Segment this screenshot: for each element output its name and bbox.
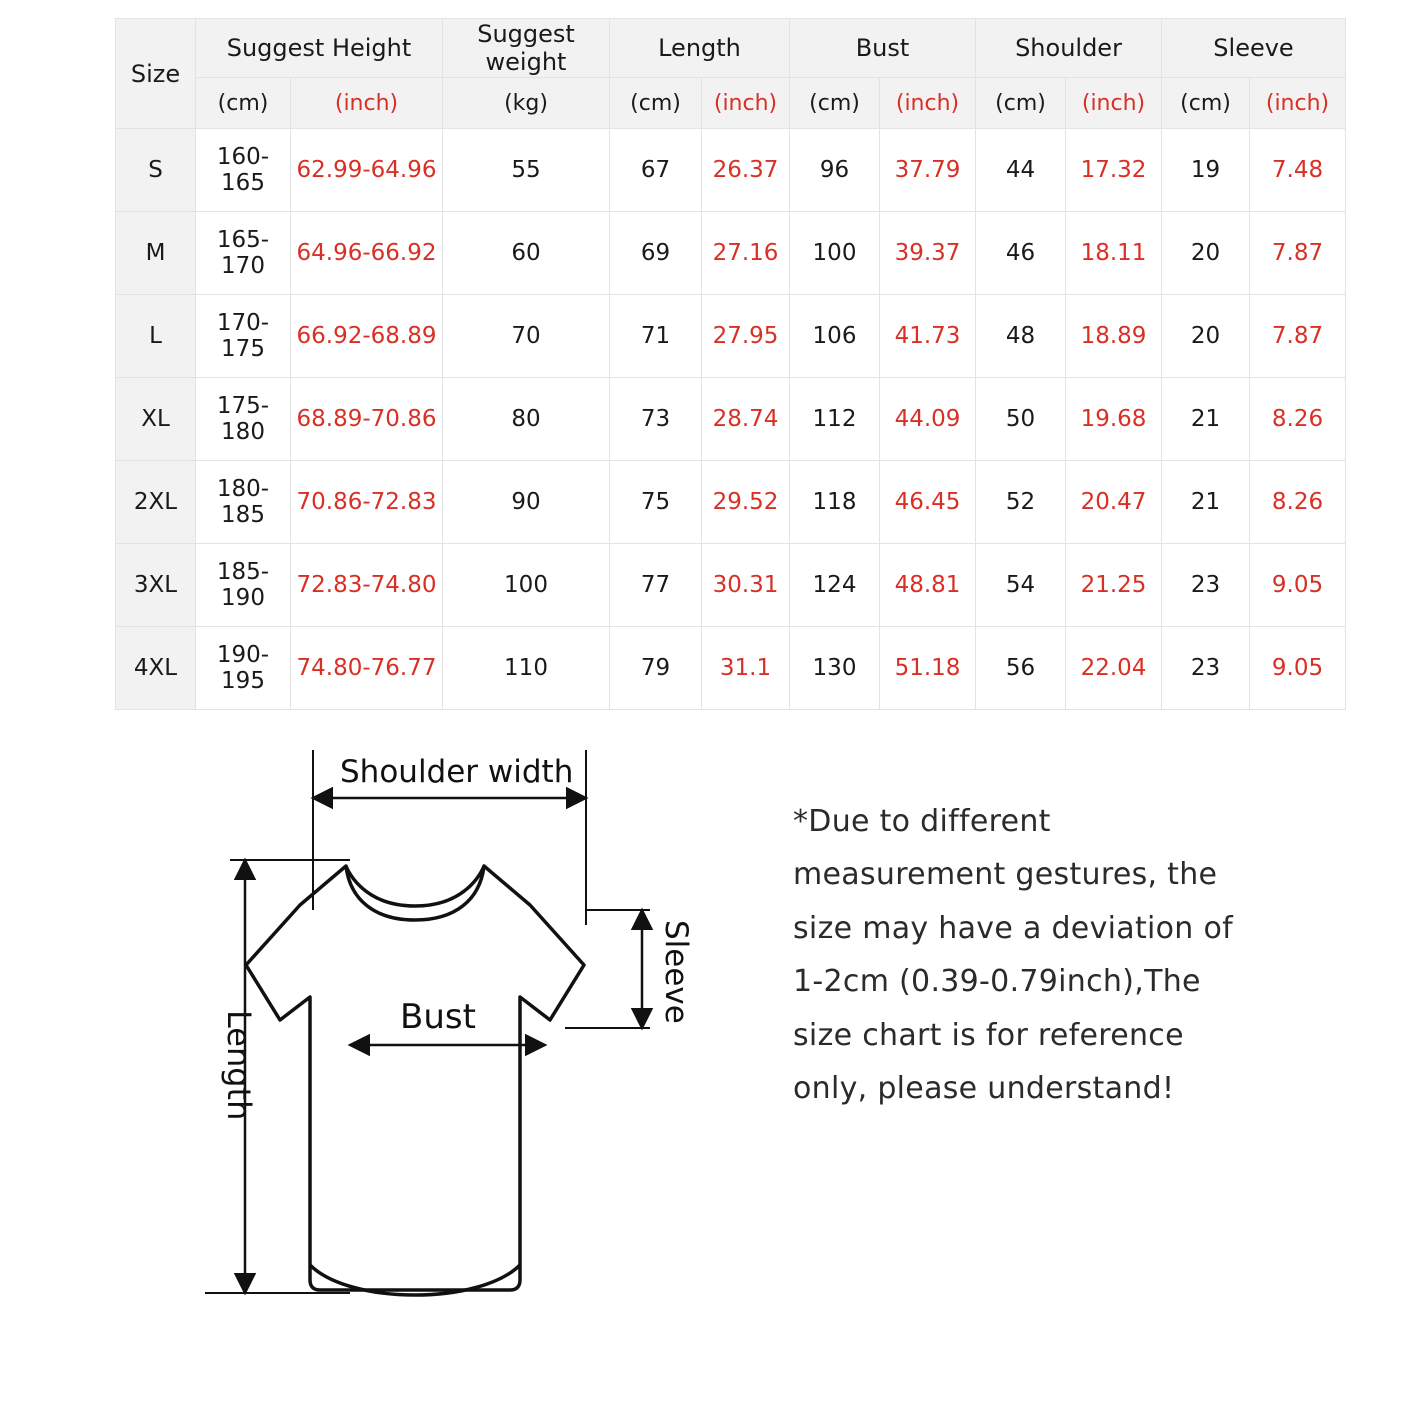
cell-bust-cm: 100 [790,212,880,295]
cell-bust-cm: 112 [790,378,880,461]
cell-sleeve-cm: 21 [1162,378,1250,461]
cell-height-inch: 66.92-68.89 [291,295,443,378]
unit-sleeve-inch: (inch) [1250,78,1346,129]
cell-shoulder-cm: 54 [976,544,1066,627]
shoulder-width-label: Shoulder width [340,754,574,790]
cell-bust-cm: 118 [790,461,880,544]
cell-sleeve-inch: 8.26 [1250,461,1346,544]
tshirt-measurement-diagram [150,720,740,1320]
cell-weight-kg: 110 [443,627,610,710]
table-row [116,378,1346,461]
cell-shoulder-inch: 19.68 [1066,378,1162,461]
cell-length-cm: 75 [610,461,702,544]
cell-height-cm: 160-165 [196,129,291,212]
length-label: Length [220,1010,258,1121]
cell-height-cm: 170-175 [196,295,291,378]
cell-shoulder-cm: 56 [976,627,1066,710]
cell-length-inch: 31.1 [702,627,790,710]
cell-sleeve-inch: 8.26 [1250,378,1346,461]
header-sleeve: Sleeve [1162,19,1346,78]
header-row-units [116,78,1346,129]
cell-size: 4XL [116,627,196,710]
cell-height-inch: 68.89-70.86 [291,378,443,461]
cell-length-inch: 28.74 [702,378,790,461]
cell-size: M [116,212,196,295]
cell-sleeve-cm: 20 [1162,212,1250,295]
cell-shoulder-inch: 22.04 [1066,627,1162,710]
cell-sleeve-cm: 19 [1162,129,1250,212]
cell-sleeve-inch: 7.87 [1250,212,1346,295]
cell-size: XL [116,378,196,461]
cell-weight-kg: 55 [443,129,610,212]
cell-bust-cm: 130 [790,627,880,710]
cell-height-inch: 70.86-72.83 [291,461,443,544]
cell-shoulder-cm: 46 [976,212,1066,295]
cell-weight-kg: 100 [443,544,610,627]
cell-bust-inch: 39.37 [880,212,976,295]
header-suggest-height: Suggest Height [196,19,443,78]
unit-bust-cm: (cm) [790,78,880,129]
table-row [116,295,1346,378]
cell-size: 3XL [116,544,196,627]
cell-shoulder-inch: 18.89 [1066,295,1162,378]
cell-bust-inch: 48.81 [880,544,976,627]
table-row [116,461,1346,544]
cell-length-cm: 77 [610,544,702,627]
cell-height-cm: 185-190 [196,544,291,627]
cell-height-inch: 72.83-74.80 [291,544,443,627]
cell-sleeve-inch: 9.05 [1250,544,1346,627]
cell-shoulder-inch: 21.25 [1066,544,1162,627]
table-body [116,129,1346,710]
size-table-container [115,18,1330,710]
header-bust: Bust [790,19,976,78]
measurement-disclaimer [793,795,1233,1115]
header-length: Length [610,19,790,78]
cell-weight-kg: 90 [443,461,610,544]
unit-bust-inch: (inch) [880,78,976,129]
table-row [116,212,1346,295]
cell-bust-inch: 51.18 [880,627,976,710]
cell-bust-inch: 37.79 [880,129,976,212]
cell-weight-kg: 60 [443,212,610,295]
cell-length-inch: 29.52 [702,461,790,544]
cell-bust-inch: 44.09 [880,378,976,461]
cell-sleeve-cm: 20 [1162,295,1250,378]
header-shoulder: Shoulder [976,19,1162,78]
unit-length-cm: (cm) [610,78,702,129]
tshirt-outline [246,866,584,1290]
cell-shoulder-cm: 48 [976,295,1066,378]
unit-length-inch: (inch) [702,78,790,129]
cell-length-cm: 69 [610,212,702,295]
cell-height-cm: 180-185 [196,461,291,544]
table-row [116,129,1346,212]
cell-length-cm: 79 [610,627,702,710]
cell-size: L [116,295,196,378]
unit-shoulder-inch: (inch) [1066,78,1162,129]
cell-sleeve-cm: 23 [1162,544,1250,627]
cell-shoulder-cm: 52 [976,461,1066,544]
cell-bust-cm: 106 [790,295,880,378]
cell-length-inch: 27.95 [702,295,790,378]
cell-bust-cm: 96 [790,129,880,212]
cell-height-cm: 175-180 [196,378,291,461]
cell-weight-kg: 70 [443,295,610,378]
size-table [115,18,1346,710]
cell-height-cm: 190-195 [196,627,291,710]
unit-height-inch: (inch) [291,78,443,129]
unit-height-cm: (cm) [196,78,291,129]
cell-length-inch: 27.16 [702,212,790,295]
cell-bust-cm: 124 [790,544,880,627]
cell-size: S [116,129,196,212]
cell-length-inch: 30.31 [702,544,790,627]
unit-weight-kg: (kg) [443,78,610,129]
disclaimer-text: *Due to different measurement gestures, the size may have a deviation of 1-2cm (0.39-0.79inch),The size chart is for reference only, please understand! [793,804,1233,1106]
unit-sleeve-cm: (cm) [1162,78,1250,129]
cell-height-inch: 74.80-76.77 [291,627,443,710]
table-row [116,544,1346,627]
cell-sleeve-inch: 7.87 [1250,295,1346,378]
header-row-main [116,19,1346,78]
table-row [116,627,1346,710]
header-size: Size [116,19,196,129]
cell-shoulder-inch: 18.11 [1066,212,1162,295]
cell-sleeve-inch: 9.05 [1250,627,1346,710]
cell-sleeve-inch: 7.48 [1250,129,1346,212]
cell-sleeve-cm: 23 [1162,627,1250,710]
cell-height-inch: 62.99-64.96 [291,129,443,212]
cell-length-cm: 73 [610,378,702,461]
unit-shoulder-cm: (cm) [976,78,1066,129]
cell-weight-kg: 80 [443,378,610,461]
cell-height-inch: 64.96-66.92 [291,212,443,295]
cell-shoulder-cm: 44 [976,129,1066,212]
cell-size: 2XL [116,461,196,544]
cell-length-inch: 26.37 [702,129,790,212]
header-suggest-weight: Suggest weight [443,19,610,78]
cell-length-cm: 71 [610,295,702,378]
cell-bust-inch: 46.45 [880,461,976,544]
cell-length-cm: 67 [610,129,702,212]
cell-shoulder-cm: 50 [976,378,1066,461]
bust-label: Bust [400,997,476,1037]
cell-shoulder-inch: 20.47 [1066,461,1162,544]
cell-sleeve-cm: 21 [1162,461,1250,544]
cell-height-cm: 165-170 [196,212,291,295]
cell-bust-inch: 41.73 [880,295,976,378]
table-header [116,19,1346,129]
sleeve-label: Sleeve [658,920,694,1024]
cell-shoulder-inch: 17.32 [1066,129,1162,212]
